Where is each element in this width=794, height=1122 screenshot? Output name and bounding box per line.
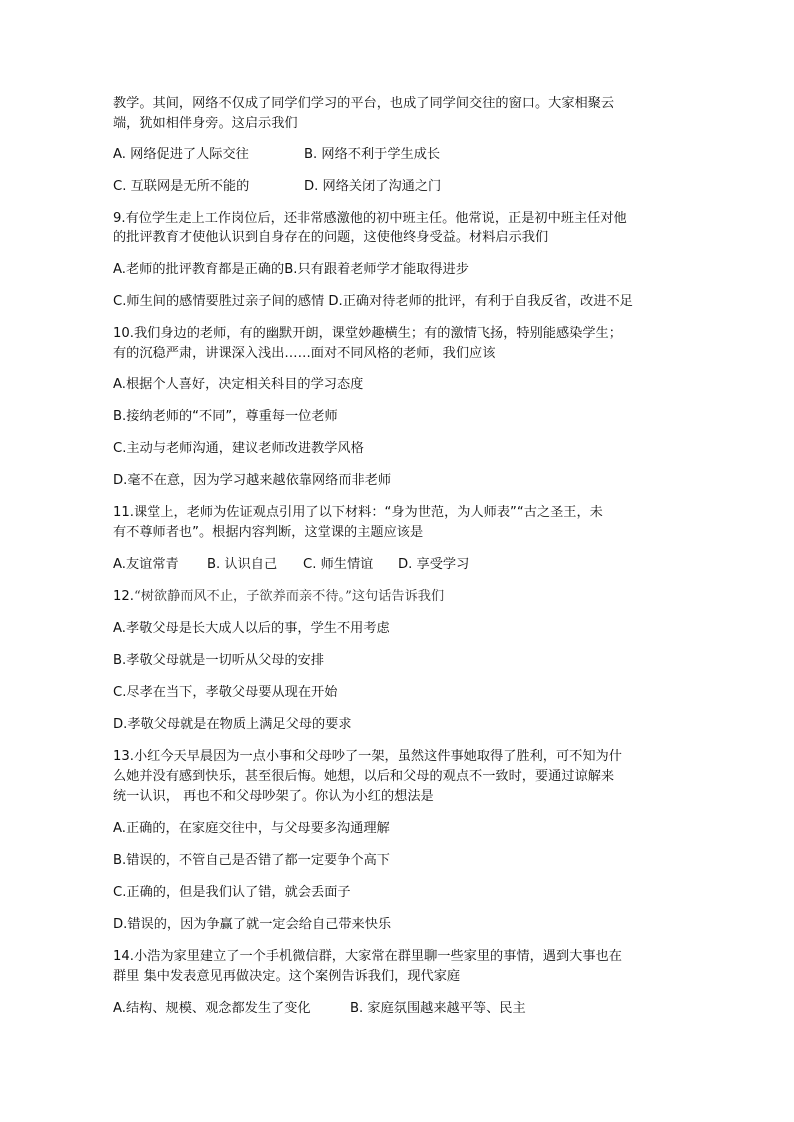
q14-option-b[interactable]: B. 家庭氛围越来越平等、民主 (350, 1001, 526, 1016)
q11-stem-line-2: 有不尊师者也”。根据内容判断，这堂课的主题应该是 (113, 525, 424, 540)
q13-stem-line-1: 13.小红今天早晨因为一点小事和父母吵了一架，虽然这件事她取得了胜利，可不知为什 (113, 749, 622, 764)
q13-stem-line-2: 么她并没有感到快乐，甚至很后悔。她想，以后和父母的观点不一致时，要通过谅解来 (113, 769, 615, 784)
q11-stem-line-1: 11.课堂上，老师为佐证观点引用了以下材料：“身为世范，为人师表”“古之圣王，未 (113, 505, 603, 520)
q12-option-b[interactable]: B.孝敬父母就是一切听从父母的安排 (113, 653, 325, 668)
q12-option-d[interactable]: D.孝敬父母就是在物质上满足父母的要求 (113, 717, 352, 732)
q8-option-b[interactable]: B. 网络不利于学生成长 (304, 147, 441, 162)
q10-option-b[interactable]: B.接纳老师的“不同”，尊重每一位老师 (113, 409, 338, 424)
q8-option-d[interactable]: D. 网络关闭了沟通之门 (304, 179, 442, 194)
q9-stem-line-1: 9.有位学生走上工作岗位后，还非常感激他的初中班主任。他常说，正是初中班主任对他 (113, 211, 627, 226)
q8-option-c[interactable]: C. 互联网是无所不能的 (113, 179, 250, 194)
q12-number: 12. (113, 589, 134, 604)
q12-option-a[interactable]: A.孝敬父母是长大成人以后的事，学生不用考虑 (113, 621, 390, 636)
q11-option-c[interactable]: C. 师生情谊 (303, 557, 374, 572)
q11-option-a[interactable]: A.友谊常青 (113, 557, 179, 572)
q8-stem-line-2: 端，犹如相伴身旁。这启示我们 (113, 116, 298, 131)
q12-stem-text: “树欲静而风不止，子欲养而亲不待。”这句话告诉我们 (133, 589, 445, 604)
q11-option-d[interactable]: D. 享受学习 (398, 557, 470, 572)
q9-stem-line-2: 的批评教育才使他认识到自身存在的问题，这使他终身受益。材料启示我们 (113, 230, 549, 245)
q13-option-b[interactable]: B.错误的，不管自己是否错了都一定要争个高下 (113, 853, 390, 868)
q13-option-d[interactable]: D.错误的，因为争赢了就一定会给自己带来快乐 (113, 917, 392, 932)
q10-stem-line-2: 有的沉稳严肃，讲课深入浅出……面对不同风格的老师，我们应该 (113, 346, 496, 361)
q10-stem-line-1: 10.我们身边的老师，有的幽默开朗，课堂妙趣横生；有的激情飞扬，特别能感染学生； (113, 326, 622, 341)
q10-option-a[interactable]: A.根据个人喜好，决定相关科目的学习态度 (113, 377, 364, 392)
q8-option-a[interactable]: A. 网络促进了人际交往 (113, 147, 249, 162)
q13-option-a[interactable]: A.正确的，在家庭交往中，与父母要多沟通理解 (113, 821, 390, 836)
q14-option-a[interactable]: A.结构、规模、观念都发生了变化 (113, 1001, 311, 1016)
q14-stem-line-1: 14.小浩为家里建立了一个手机微信群，大家常在群里聊一些家里的事情，遇到大事也在 (113, 949, 622, 964)
q10-option-d[interactable]: D.毫不在意，因为学习越来越依靠网络而非老师 (113, 473, 392, 488)
q10-option-c[interactable]: C.主动与老师沟通，建议老师改进教学风格 (113, 441, 364, 456)
q13-stem-line-3: 统一认识， 再也不和父母吵架了。你认为小红的想法是 (113, 789, 434, 804)
q9-options-line-1[interactable]: A.老师的批评教育都是正确的B.只有跟着老师学才能取得进步 (113, 262, 469, 277)
q12-option-c[interactable]: C.尽孝在当下，孝敬父母要从现在开始 (113, 685, 338, 700)
q11-option-b[interactable]: B. 认识自己 (207, 557, 278, 572)
q9-options-line-2[interactable]: C.师生间的感情要胜过亲子间的感情 D.正确对待老师的批评，有利于自我反省，改进不足 (113, 294, 633, 309)
q13-option-c[interactable]: C.正确的，但是我们认了错，就会丢面子 (113, 885, 351, 900)
q8-stem-line-1: 教学。其间，网络不仅成了同学们学习的平台，也成了同学间交往的窗口。大家相聚云 (113, 96, 615, 111)
q12-stem (113, 588, 444, 606)
q14-stem-line-2: 群里 集中发表意见再做决定。这个案例告诉我们，现代家庭 (113, 969, 461, 984)
